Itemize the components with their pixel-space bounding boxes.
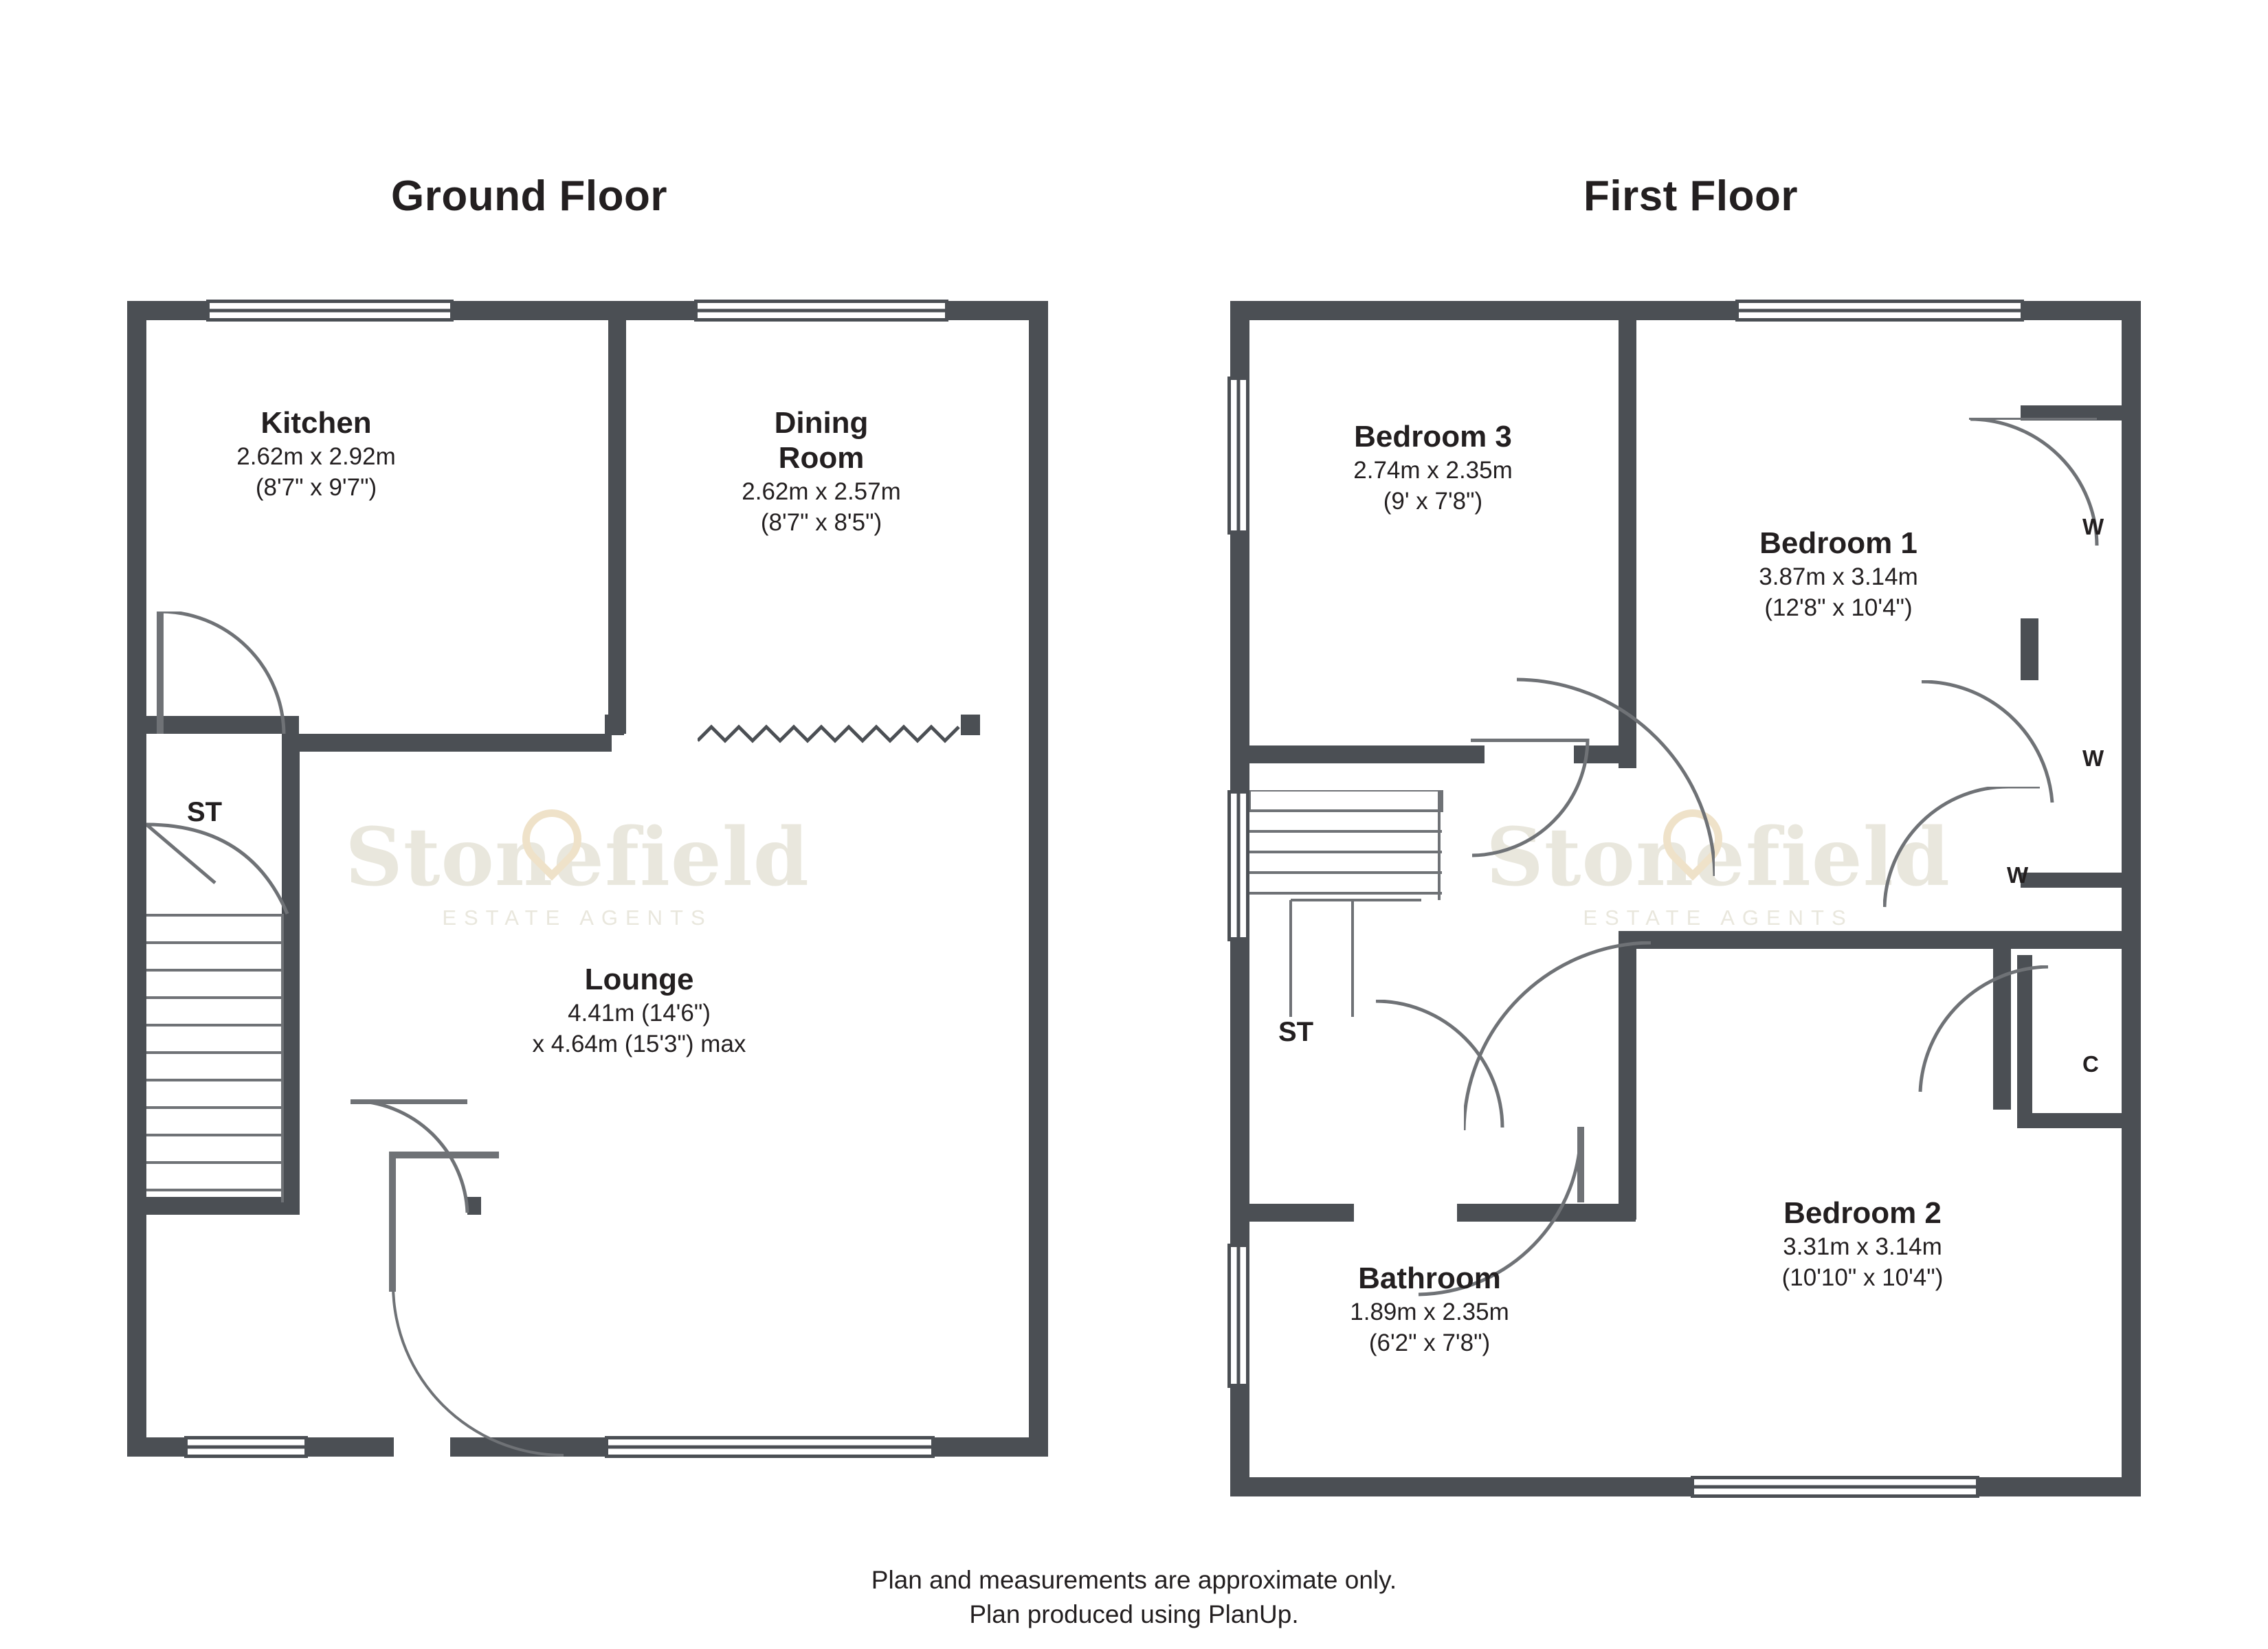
ground-floor-title: Ground Floor <box>390 172 668 220</box>
ff-wall-left-a <box>1230 301 1249 377</box>
gf-opening-zigzag <box>698 723 966 746</box>
room-bedroom1 <box>1656 526 2021 622</box>
room-bedroom1-dim-m: 3.87m x 3.14m <box>1759 563 1918 591</box>
room-bedroom3-dim-ft: (9' x 7'8") <box>1383 487 1483 515</box>
ff-wall-top-left <box>1230 301 1739 320</box>
room-dining <box>687 405 955 537</box>
watermark-ground <box>227 811 928 930</box>
room-kitchen <box>186 405 447 502</box>
ff-door-bed1 <box>1509 677 1715 883</box>
gf-window-kitchen <box>206 300 454 322</box>
gf-window-dining <box>694 300 948 322</box>
gf-window-lounge-main <box>605 1436 935 1458</box>
room-kitchen-dim-ft: (8'7" x 9'7") <box>255 473 377 501</box>
room-lounge <box>426 962 852 1058</box>
gf-wall-bottom-mid1 <box>304 1437 394 1457</box>
watermark-title: Stonefield <box>345 811 810 904</box>
room-bedroom2-name: Bedroom 2 <box>1783 1196 1942 1230</box>
gf-wall-left-upper <box>127 301 146 734</box>
ff-window-bed2-bottom <box>1691 1476 1979 1498</box>
ff-label-st: ST <box>1278 1017 1314 1047</box>
gf-wall-bottom-left <box>127 1437 189 1457</box>
gf-lounge-door-arc <box>337 1099 474 1216</box>
ff-window-bathroom-side <box>1227 1244 1249 1388</box>
ff-label-w-1: W <box>2082 514 2104 539</box>
first-floor-title: First Floor <box>1583 172 1799 220</box>
ff-label-w-2: W <box>2082 745 2104 771</box>
watermark-subtitle: ESTATE AGENTS <box>442 906 713 930</box>
ff-door-st <box>1375 1000 1505 1130</box>
room-bedroom2 <box>1680 1196 2045 1292</box>
gf-wall-hall-vertical <box>282 734 300 1215</box>
room-bathroom-name: Bathroom <box>1358 1261 1501 1295</box>
room-lounge-dim-ft: x 4.64m (15'3") max <box>532 1030 746 1057</box>
room-kitchen-dim-m: 2.62m x 2.92m <box>236 443 396 471</box>
gf-staircase <box>146 914 284 1202</box>
ff-window-bed1-top <box>1735 300 2024 322</box>
gf-wall-opening-stub <box>605 715 624 735</box>
watermark-title-2: Stonefield <box>1486 811 1950 904</box>
ff-wall-bed1-bed2 <box>1619 931 2141 949</box>
ff-wall-bed3-landing <box>1230 745 1485 763</box>
ff-wall-left-c <box>1230 937 1249 1246</box>
room-bedroom3 <box>1258 419 1608 515</box>
ff-window-bed3-side <box>1227 377 1249 535</box>
room-dining-name-line1: Dining <box>774 406 869 440</box>
gf-wall-top-mid <box>450 301 698 320</box>
room-lounge-dim-m: 4.41m (14'6") <box>568 1000 711 1027</box>
gf-wall-bottom-right <box>931 1437 1048 1457</box>
room-bedroom2-dim-ft: (10'10" x 10'4") <box>1781 1264 1944 1291</box>
room-bathroom-dim-ft: (6'2" x 7'8") <box>1368 1329 1491 1356</box>
watermark-subtitle-2: ESTATE AGENTS <box>1583 906 1854 930</box>
gf-window-lounge-front <box>184 1436 308 1458</box>
room-bedroom1-name: Bedroom 1 <box>1759 526 1917 560</box>
footer-line1: Plan and measurements are approximate only. <box>871 1566 1397 1594</box>
ff-wall-bottom-right <box>1976 1477 2141 1496</box>
footer-line2: Plan produced using PlanUp. <box>969 1600 1299 1628</box>
room-bedroom3-name: Bedroom 3 <box>1354 420 1512 453</box>
ff-wall-bottom-left <box>1230 1477 1698 1496</box>
ff-door-wardrobe-3 <box>1883 787 2041 910</box>
ff-door-cupboard <box>1917 965 2055 1096</box>
ff-wall-bathroom-top <box>1230 1204 1354 1222</box>
ff-window-landing-side <box>1227 790 1249 941</box>
ff-label-w-3: W <box>2007 862 2029 888</box>
gf-understair-arc <box>146 818 298 921</box>
ff-wall-right <box>2122 301 2141 1496</box>
ff-door-wardrobe-2 <box>1917 680 2055 804</box>
ff-wall-wardrobe-2 <box>2021 618 2038 680</box>
gf-wall-lounge-top <box>282 734 612 752</box>
pin-icon <box>510 797 594 881</box>
room-dining-dim-m: 2.62m x 2.57m <box>742 478 901 506</box>
gf-front-door-arc <box>392 1285 564 1457</box>
ff-staircase <box>1249 790 1476 1017</box>
ff-wall-cupboard-bottom <box>2017 1113 2127 1128</box>
room-bedroom3-dim-m: 2.74m x 2.35m <box>1353 457 1513 484</box>
room-dining-name-line2: Room <box>778 441 865 475</box>
room-bathroom <box>1265 1261 1594 1357</box>
gf-label-st: ST <box>187 797 223 827</box>
gf-wall-kitchen-dining <box>608 301 626 734</box>
gf-wall-right <box>1029 301 1048 1457</box>
room-kitchen-name: Kitchen <box>260 406 372 440</box>
room-bathroom-dim-m: 1.89m x 2.35m <box>1350 1299 1509 1326</box>
gf-wall-left-lower <box>127 728 146 1457</box>
room-lounge-name: Lounge <box>584 963 694 996</box>
ff-label-c: C <box>2082 1051 2099 1077</box>
room-dining-dim-ft: (8'7" x 8'5") <box>760 508 882 536</box>
gf-kitchen-door-arc <box>157 612 294 739</box>
room-bedroom2-dim-m: 3.31m x 3.14m <box>1783 1233 1942 1261</box>
room-bedroom1-dim-ft: (12'8" x 10'4") <box>1764 594 1913 621</box>
